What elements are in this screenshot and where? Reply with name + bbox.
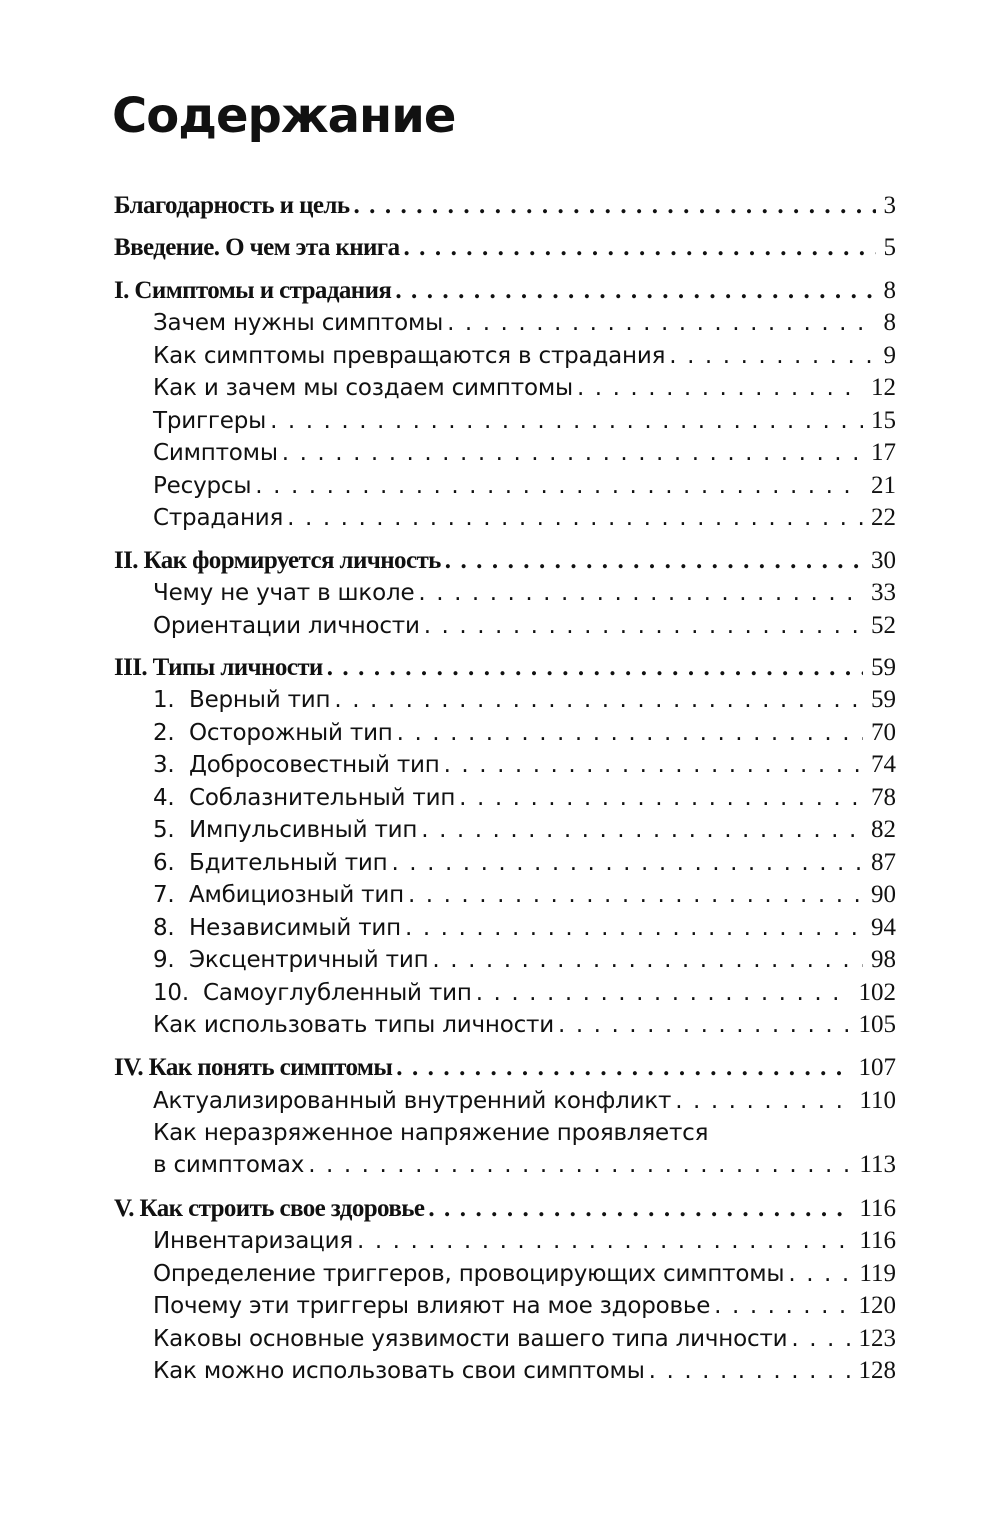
- dot-leader: [421, 814, 863, 846]
- toc-entry-page-number: 59: [871, 686, 896, 713]
- toc-entry-line: [114, 1052, 896, 1084]
- toc-entry-label: IV. Как понять симптомы: [114, 1054, 393, 1081]
- dot-leader: [444, 749, 863, 781]
- toc-entry-label: Ресурсы: [153, 473, 252, 499]
- toc-entry-line: [153, 814, 896, 846]
- toc-entry-number: 8.: [153, 915, 175, 941]
- toc-entry-line: [153, 1258, 896, 1290]
- toc-entry-label: Актуализированный внутренний конфликт: [153, 1088, 672, 1114]
- toc-entry-page-number: 113: [859, 1151, 896, 1178]
- toc-entry-page-number: 116: [859, 1195, 896, 1222]
- dot-leader: [577, 372, 863, 404]
- toc-entry-label: Триггеры: [153, 408, 267, 434]
- page-title: Содержание: [112, 88, 456, 144]
- toc-entry-page-number: 128: [858, 1357, 896, 1384]
- toc-entry-line: [153, 847, 896, 879]
- dot-leader: [403, 232, 875, 264]
- toc-entry-page-number: 30: [871, 547, 896, 574]
- toc-entry-label: Осторожный тип: [189, 720, 393, 746]
- toc-entry-line: [114, 652, 896, 684]
- toc-entry-page-number: 102: [858, 979, 896, 1006]
- toc-entry-label: II. Как формируется личность: [114, 547, 441, 574]
- dot-leader: [476, 977, 851, 1009]
- toc-entry-label: Ориентации личности: [153, 613, 420, 639]
- toc-entry-page-number: 33: [871, 579, 896, 606]
- toc-entry-line: [153, 944, 896, 976]
- toc-entry-number: 4.: [153, 785, 175, 811]
- toc-entry-label: Верный тип: [189, 687, 331, 713]
- toc-entry-label: Как симптомы превращаются в страдания: [153, 343, 666, 369]
- toc-entry-number: 1.: [153, 687, 175, 713]
- toc-entry-page-number: 3: [883, 192, 896, 219]
- toc-entry-line: [153, 1009, 896, 1041]
- toc-entry-line: [114, 275, 896, 307]
- toc-entry-page-number: 119: [859, 1260, 896, 1287]
- toc-entry-line: [153, 717, 896, 749]
- dot-leader: [418, 577, 863, 609]
- toc-entry-label: Введение. О чем эта книга: [114, 234, 400, 261]
- toc-entry-page-number: 8: [883, 309, 896, 336]
- toc-entry-label: Симптомы: [153, 440, 278, 466]
- dot-leader: [675, 1085, 851, 1117]
- dot-leader: [405, 912, 863, 944]
- dot-leader: [432, 944, 863, 976]
- toc-entry-label: Добросовестный тип: [189, 752, 440, 778]
- toc-entry-line: [153, 340, 896, 372]
- toc-entry-label: Страдания: [153, 505, 284, 531]
- toc-entry-page-number: 78: [871, 784, 896, 811]
- toc-entry-label: Каковы основные уязвимости вашего типа личности: [153, 1326, 788, 1352]
- toc-entry-page-number: 74: [871, 751, 896, 778]
- toc-entry-label: Почему эти триггеры влияют на мое здоровье: [153, 1293, 711, 1319]
- toc-entry-line: [153, 405, 896, 437]
- toc-entry-line: [153, 879, 896, 911]
- toc-entry-line: [114, 232, 896, 264]
- dot-leader: [714, 1290, 850, 1322]
- toc-entry-page-number: 52: [871, 612, 896, 639]
- toc-entry-page-number: 15: [871, 407, 896, 434]
- dot-leader: [308, 1149, 851, 1181]
- toc-entry-label: Импульсивный тип: [189, 817, 418, 843]
- dot-leader: [459, 782, 863, 814]
- toc-entry-line: [153, 470, 896, 502]
- toc-entry-line: [153, 437, 896, 469]
- dot-leader: [788, 1258, 851, 1290]
- toc-entry-label: Независимый тип: [189, 915, 402, 941]
- toc-entry-page-number: 120: [858, 1292, 896, 1319]
- toc-entry-page-number: 5: [883, 234, 896, 261]
- toc-entry-page-number: 17: [871, 439, 896, 466]
- toc-entry-line: [153, 307, 896, 339]
- toc-entry-label: в симптомах: [153, 1152, 305, 1178]
- dot-leader: [334, 684, 863, 716]
- dot-leader: [428, 1193, 851, 1225]
- toc-entry-page-number: 70: [871, 719, 896, 746]
- toc-entry-number: 5.: [153, 817, 175, 843]
- toc-entry-line: [114, 190, 896, 222]
- dot-leader: [396, 1052, 850, 1084]
- toc-entry-label: Как и зачем мы создаем симптомы: [153, 375, 573, 401]
- toc-entry-label: Как можно использовать свои симптомы: [153, 1358, 645, 1384]
- dot-leader: [391, 847, 863, 879]
- toc-entry-page-number: 107: [858, 1054, 896, 1081]
- toc-entry-line: [153, 1085, 896, 1117]
- dot-leader: [287, 502, 863, 534]
- toc-entry-line: [153, 610, 896, 642]
- dot-leader: [327, 652, 863, 684]
- toc-entry-label: Определение триггеров, провоцирующих симптомы: [153, 1261, 785, 1287]
- dot-leader: [357, 1225, 851, 1257]
- toc-entry-number: 3.: [153, 752, 175, 778]
- toc-entry-label: Зачем нужны симптомы: [153, 310, 444, 336]
- toc-entry-line: [114, 1193, 896, 1225]
- toc-entry-label: Самоуглубленный тип: [203, 980, 472, 1006]
- toc-entry-line: [153, 977, 896, 1009]
- toc-entry-page-number: 116: [859, 1227, 896, 1254]
- toc-entry-page-number: 59: [871, 654, 896, 681]
- dot-leader: [791, 1323, 850, 1355]
- toc-entry-page-number: 110: [859, 1087, 896, 1114]
- toc-entry-line: [153, 577, 896, 609]
- toc-entry-page-number: 8: [883, 277, 896, 304]
- toc-entry-label: Как использовать типы личности: [153, 1012, 554, 1038]
- toc-entry-number: 2.: [153, 720, 175, 746]
- toc-entry-line: [153, 1290, 896, 1322]
- toc-entry-label-first-line: Как неразряженное напряжение проявляется: [153, 1120, 709, 1146]
- toc-entry-label: Соблазнительный тип: [189, 785, 456, 811]
- toc-entry-label: Эксцентричный тип: [189, 947, 429, 973]
- toc-entry-number: 10.: [153, 980, 189, 1006]
- toc-entry-page-number: 123: [858, 1325, 896, 1352]
- toc-entry-number: 9.: [153, 947, 175, 973]
- toc-entry-line: [153, 372, 896, 404]
- toc-entry-line: [153, 1225, 896, 1257]
- toc-entry-label: III. Типы личности: [114, 654, 323, 681]
- toc-entry-page-number: 21: [871, 472, 896, 499]
- toc-entry-line: [153, 1323, 896, 1355]
- dot-leader: [282, 437, 863, 469]
- toc-entry-page-number: 82: [871, 816, 896, 843]
- toc-entry-line: [114, 545, 896, 577]
- toc-entry-line: [153, 502, 896, 534]
- dot-leader: [445, 545, 863, 577]
- dot-leader: [408, 879, 863, 911]
- dot-leader: [353, 190, 875, 222]
- toc-entry-line: [153, 749, 896, 781]
- toc-entry-label: Бдительный тип: [189, 850, 388, 876]
- toc-entry-page-number: 9: [883, 342, 896, 369]
- dot-leader: [649, 1355, 851, 1387]
- dot-leader: [255, 470, 863, 502]
- toc-entry-label: Инвентаризация: [153, 1228, 353, 1254]
- toc-entry-line: [153, 912, 896, 944]
- toc-entry-label: I. Симптомы и страдания: [114, 277, 392, 304]
- toc-entry-label: Благодарность и цель: [114, 192, 350, 219]
- toc-entry-page-number: 98: [871, 946, 896, 973]
- toc-entry-number: 7.: [153, 882, 175, 908]
- toc-entry-line: [153, 782, 896, 814]
- toc-entry-page-number: 105: [858, 1011, 896, 1038]
- dot-leader: [669, 340, 875, 372]
- toc-entry-line: [153, 1149, 896, 1181]
- toc-entry-page-number: 94: [871, 914, 896, 941]
- dot-leader: [395, 275, 875, 307]
- toc-entry-line: [153, 1355, 896, 1387]
- dot-leader: [424, 610, 863, 642]
- toc-entry-label: Амбициозный тип: [189, 882, 404, 908]
- toc-entry-page-number: 22: [871, 504, 896, 531]
- toc-entry-page-number: 12: [871, 374, 896, 401]
- dot-leader: [558, 1009, 851, 1041]
- toc-entry-page-number: 90: [871, 881, 896, 908]
- toc-entry-page-number: 87: [871, 849, 896, 876]
- toc-entry-label: Чему не учат в школе: [153, 580, 415, 606]
- toc-entry-line: [153, 684, 896, 716]
- toc-entry-label: V. Как строить свое здоровье: [114, 1195, 425, 1222]
- dot-leader: [397, 717, 863, 749]
- dot-leader: [270, 405, 863, 437]
- dot-leader: [447, 307, 875, 339]
- toc-entry-number: 6.: [153, 850, 175, 876]
